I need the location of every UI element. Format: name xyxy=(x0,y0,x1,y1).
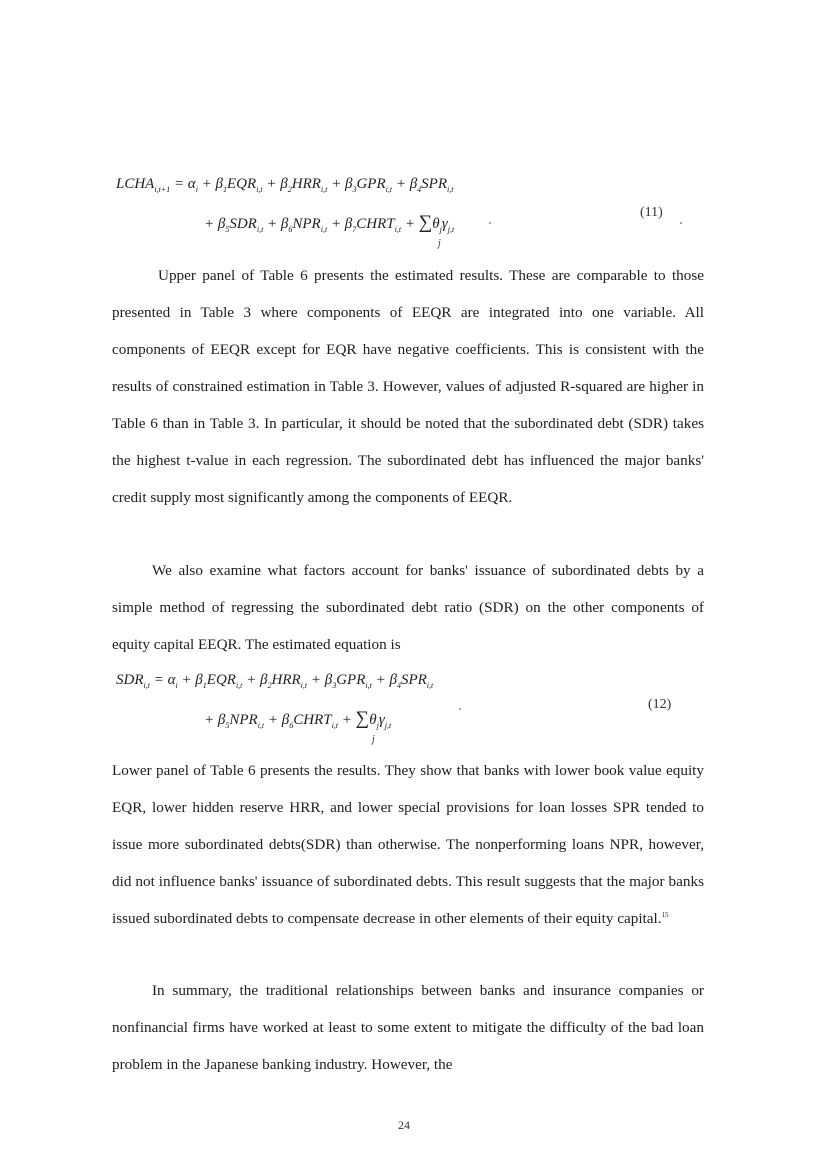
paragraph-2: We also examine what factors account for banks' issuance of subordinated debts by a simple method of regressing the subordinated debt ratio (SDR) on the other components of equity capital EEQR. The estimated equation is xyxy=(112,562,704,653)
equation-12-number: (12) xyxy=(648,697,672,712)
page-number: 24 xyxy=(398,1118,410,1132)
footnote-marker: 15 xyxy=(661,910,669,919)
paragraph-4: In summary, the traditional relationships between banks and insurance companies or nonfinancial firms have worked at least to some extent to mitigate the difficulty of the bad loan problem in the Japanese banking industry. However, the xyxy=(112,982,704,1073)
scan-speck xyxy=(489,222,491,224)
paragraph-1: Upper panel of Table 6 presents the estimated results. These are comparable to those presented in Table 3 where components of EEQR are integrated into one variable. All components of EEQR except for EQR have negative coefficients. This is consistent with the results of constrained estimation in Table 3. However, values of adjusted R-squared are higher in Table 6 than in Table 3. In particular, it should be noted that the subordinated debt (SDR) takes the highest t-value in each regression. The subordinated debt has influenced the major banks' credit supply most significantly among the components of EEQR. xyxy=(112,267,704,506)
equation-11-line-2: + $\beta_5SDR_{i,t} + \beta_6NPR_{i,t}$ + $\beta_7CHRT_{i,t} + \sum\theta_j\gamma_{j,t}$ xyxy=(204,212,455,234)
equation-12-line-1: $SDR_{i,t} = \alpha_i + \beta_1EQR_{i,t} + \beta_2HRR_{i,t} + \beta_3GPR_{i,t} + \beta_4SPR_{i,t}$ xyxy=(116,672,434,690)
paragraph-3-text: Lower panel of Table 6 presents the results. They show that banks with lower book value equity EQR, lower hidden reserve HRR, and lower special provisions for loan losses SPR tended to issue more subordinated debts(SDR) than otherwise. The nonperforming loans NPR, however, did not influence banks' issuance of subordinated debts. This result suggests that the major banks issued subordinated debts to compensate decrease in other elements of their equity capital. xyxy=(112,762,704,927)
scan-speck xyxy=(680,222,682,224)
paragraph-3 xyxy=(112,752,704,937)
equation-11-sum-index: j xyxy=(438,238,441,249)
equation-11-number: (11) xyxy=(640,205,663,220)
equation-12-sum-index: j xyxy=(372,734,375,745)
scan-speck xyxy=(459,708,461,710)
equation-11-line-1: $LCHA_{i,t+1} = \alpha_i + \beta_1EQR_{i,t} + \beta_2HRR_{i,t} + \beta_3GPR_{i,t} + \beta_4SPR_{i,t}$ xyxy=(116,176,454,194)
equation-12-line-2: + $\beta_5NPR_{i,t}$ + $\beta_6CHRT_{i,t} + \sum\theta_j\gamma_{j,t}$ xyxy=(204,708,392,730)
